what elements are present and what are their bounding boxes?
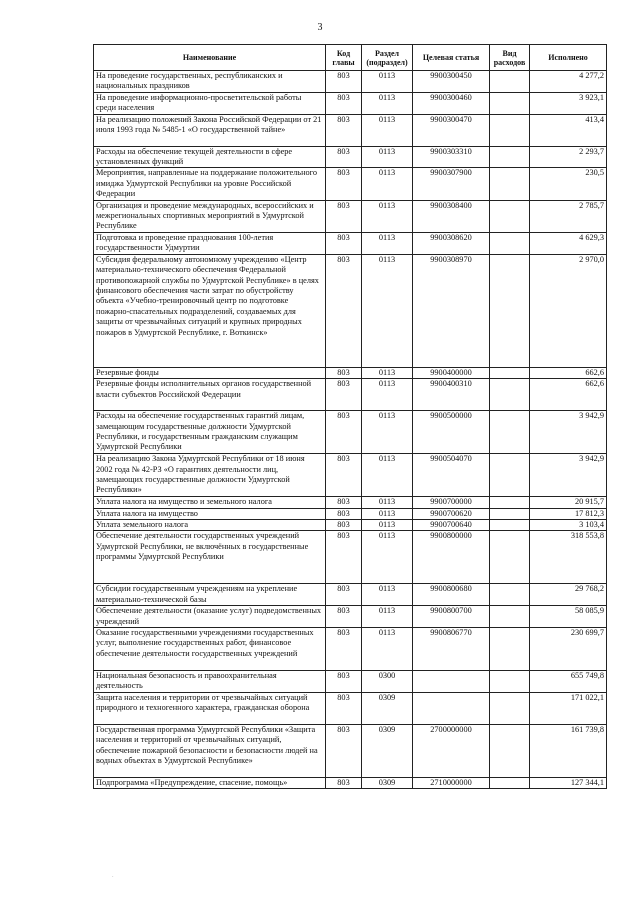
cell-section: 0113 (362, 519, 413, 530)
table-row (94, 519, 607, 530)
header-target: Целевая статья (413, 45, 490, 71)
cell-code: 803 (326, 497, 362, 508)
cell-kind (490, 692, 530, 724)
cell-section: 0113 (362, 92, 413, 114)
table-row (94, 254, 607, 367)
cell-amount: 127 344,1 (530, 777, 607, 788)
cell-section: 0113 (362, 254, 413, 367)
cell-code: 803 (326, 71, 362, 93)
cell-section: 0113 (362, 114, 413, 146)
table-row (94, 497, 607, 508)
cell-target: 2710000000 (413, 777, 490, 788)
cell-kind (490, 724, 530, 777)
cell-section: 0113 (362, 627, 413, 670)
table-row (94, 367, 607, 378)
cell-amount: 4 629,3 (530, 232, 607, 254)
cell-amount: 3 923,1 (530, 92, 607, 114)
cell-code: 803 (326, 531, 362, 584)
cell-amount: 662,6 (530, 367, 607, 378)
scan-mark: · (112, 875, 114, 880)
cell-section: 0309 (362, 777, 413, 788)
cell-target (413, 670, 490, 692)
cell-section: 0113 (362, 454, 413, 497)
cell-target: 9900504070 (413, 454, 490, 497)
cell-kind (490, 254, 530, 367)
table-row (94, 724, 607, 777)
cell-name: Подпрограмма «Предупреждение, спасение, помощь» (94, 777, 326, 788)
cell-target: 9900800680 (413, 584, 490, 606)
cell-code: 803 (326, 114, 362, 146)
cell-amount: 20 915,7 (530, 497, 607, 508)
cell-kind (490, 606, 530, 628)
header-kind: Вид расходов (490, 45, 530, 71)
cell-section: 0113 (362, 232, 413, 254)
cell-name: Мероприятия, направленные на поддержание положительного имиджа Удмуртской Республики на уровне Российской Федерации (94, 168, 326, 200)
cell-code: 803 (326, 606, 362, 628)
cell-code: 803 (326, 168, 362, 200)
cell-section: 0113 (362, 200, 413, 232)
cell-name: Уплата налога на имущество и земельного налога (94, 497, 326, 508)
cell-target: 9900800000 (413, 531, 490, 584)
cell-target: 9900300470 (413, 114, 490, 146)
cell-name: Обеспечение деятельности (оказание услуг) подведомственных учреждений (94, 606, 326, 628)
cell-target: 9900500000 (413, 411, 490, 454)
table-row (94, 232, 607, 254)
table-row (94, 200, 607, 232)
cell-name: Государственная программа Удмуртской Республики «Защита населения и территорий от чрезвычайных ситуаций, обеспечение пожарной безопасности и безопасности людей на водных объектах в Удмуртской Республике» (94, 724, 326, 777)
cell-code: 803 (326, 232, 362, 254)
table-row (94, 146, 607, 168)
cell-section: 0113 (362, 411, 413, 454)
cell-kind (490, 92, 530, 114)
cell-name: На реализацию Закона Удмуртской Республики от 18 июня 2002 года № 42-РЗ «О гарантиях деятельности лиц, замещающих государственные должности Удмуртской Республики» (94, 454, 326, 497)
header-amount: Исполнено (530, 45, 607, 71)
cell-amount: 655 749,8 (530, 670, 607, 692)
cell-section: 0113 (362, 146, 413, 168)
cell-amount: 29 768,2 (530, 584, 607, 606)
cell-section: 0113 (362, 584, 413, 606)
cell-code: 803 (326, 200, 362, 232)
cell-name: Защита населения и территории от чрезвычайных ситуаций природного и техногенного характера, гражданская оборона (94, 692, 326, 724)
cell-code: 803 (326, 670, 362, 692)
cell-section: 0309 (362, 724, 413, 777)
cell-code: 803 (326, 724, 362, 777)
table-row (94, 606, 607, 628)
cell-target (413, 692, 490, 724)
cell-amount: 3 942,9 (530, 411, 607, 454)
cell-target: 9900700620 (413, 508, 490, 519)
cell-amount: 662,6 (530, 379, 607, 411)
table-row (94, 531, 607, 584)
table-row (94, 411, 607, 454)
cell-code: 803 (326, 584, 362, 606)
cell-section: 0300 (362, 670, 413, 692)
cell-target: 9900400310 (413, 379, 490, 411)
table-row (94, 92, 607, 114)
cell-amount: 3 942,9 (530, 454, 607, 497)
table-row (94, 584, 607, 606)
cell-name: Обеспечение деятельности государственных учреждений Удмуртской Республики, не включённых в государственные программы Удмуртской Республики (94, 531, 326, 584)
table-body (94, 71, 607, 789)
cell-section: 0113 (362, 531, 413, 584)
cell-code: 803 (326, 692, 362, 724)
cell-name: Резервные фонды (94, 367, 326, 378)
cell-name: Организация и проведение международных, всероссийских и межрегиональных спортивных мероприятий в Удмуртской Республике (94, 200, 326, 232)
cell-name: Расходы на обеспечение текущей деятельности в сфере установленных функций (94, 146, 326, 168)
table-row (94, 692, 607, 724)
cell-target: 9900300460 (413, 92, 490, 114)
cell-kind (490, 146, 530, 168)
cell-name: Оказание государственными учреждениями государственных услуг, выполнение государственных работ, финансовое обеспечение деятельности государственных учреждений (94, 627, 326, 670)
cell-section: 0113 (362, 606, 413, 628)
cell-target: 9900303310 (413, 146, 490, 168)
cell-amount: 2 785,7 (530, 200, 607, 232)
cell-kind (490, 531, 530, 584)
cell-name: Субсидия федеральному автономному учреждению «Центр материально-технического обеспечения Федеральной противопожарной службы по Удмуртской Республике» в целях финансового обеспечения части затрат по обустройству объекта «Учебно-тренировочный центр по подготовке пожарно-спасательных подразделений, создаваемых для защиты от чрезвычайных ситуаций и крупных природных пожаров в Удмуртской Республике, г. Воткинск» (94, 254, 326, 367)
cell-code: 803 (326, 519, 362, 530)
cell-target: 9900308970 (413, 254, 490, 367)
cell-amount: 2 293,7 (530, 146, 607, 168)
table-row (94, 71, 607, 93)
cell-kind (490, 519, 530, 530)
cell-kind (490, 508, 530, 519)
header-code: Код главы (326, 45, 362, 71)
table-row (94, 114, 607, 146)
page-number: 3 (317, 22, 323, 33)
cell-code: 803 (326, 454, 362, 497)
cell-target: 9900700640 (413, 519, 490, 530)
cell-kind (490, 71, 530, 93)
table-row (94, 627, 607, 670)
cell-kind (490, 168, 530, 200)
cell-kind (490, 777, 530, 788)
table-row (94, 454, 607, 497)
cell-code: 803 (326, 777, 362, 788)
cell-target: 9900308620 (413, 232, 490, 254)
cell-code: 803 (326, 508, 362, 519)
cell-amount: 2 970,0 (530, 254, 607, 367)
cell-kind (490, 232, 530, 254)
cell-section: 0113 (362, 497, 413, 508)
cell-code: 803 (326, 254, 362, 367)
cell-amount: 171 022,1 (530, 692, 607, 724)
cell-name: Уплата земельного налога (94, 519, 326, 530)
cell-name: Уплата налога на имущество (94, 508, 326, 519)
cell-name: Резервные фонды исполнительных органов государственной власти субъектов Российской Федерации (94, 379, 326, 411)
table-header-row (94, 45, 607, 71)
cell-target: 9900307900 (413, 168, 490, 200)
header-section: Раздел (подраздел) (362, 45, 413, 71)
cell-target: 9900700000 (413, 497, 490, 508)
cell-target: 9900300450 (413, 71, 490, 93)
cell-code: 803 (326, 379, 362, 411)
cell-amount: 3 103,4 (530, 519, 607, 530)
cell-kind (490, 670, 530, 692)
cell-amount: 17 812,3 (530, 508, 607, 519)
cell-kind (490, 497, 530, 508)
cell-amount: 230 699,7 (530, 627, 607, 670)
cell-amount: 318 553,8 (530, 531, 607, 584)
cell-code: 803 (326, 627, 362, 670)
table-row (94, 670, 607, 692)
table-row (94, 777, 607, 788)
cell-name: На проведение информационно-просветительской работы среди населения (94, 92, 326, 114)
cell-kind (490, 627, 530, 670)
cell-amount: 230,5 (530, 168, 607, 200)
header-name: Наименование (94, 45, 326, 71)
cell-amount: 58 085,9 (530, 606, 607, 628)
cell-section: 0113 (362, 379, 413, 411)
table-row (94, 379, 607, 411)
cell-target: 9900806770 (413, 627, 490, 670)
cell-kind (490, 411, 530, 454)
cell-section: 0113 (362, 508, 413, 519)
cell-target: 9900308400 (413, 200, 490, 232)
cell-name: На проведение государственных, республиканских и национальных праздников (94, 71, 326, 93)
cell-amount: 4 277,2 (530, 71, 607, 93)
cell-kind (490, 379, 530, 411)
cell-section: 0309 (362, 692, 413, 724)
cell-code: 803 (326, 411, 362, 454)
cell-amount: 161 739,8 (530, 724, 607, 777)
cell-kind (490, 114, 530, 146)
cell-name: Субсидии государственным учреждениям на укрепление материально-технической базы (94, 584, 326, 606)
cell-kind (490, 367, 530, 378)
cell-amount: 413,4 (530, 114, 607, 146)
budget-execution-table (93, 44, 607, 789)
cell-name: Расходы на обеспечение государственных гарантий лицам, замещающим государственные должности Удмуртской Республики, и государственным гражданским служащим Удмуртской Республики (94, 411, 326, 454)
cell-section: 0113 (362, 168, 413, 200)
cell-target: 9900800700 (413, 606, 490, 628)
cell-name: На реализацию положений Закона Российской Федерации от 21 июля 1993 года № 5485-1 «О государственной тайне» (94, 114, 326, 146)
cell-kind (490, 200, 530, 232)
cell-section: 0113 (362, 71, 413, 93)
cell-kind (490, 584, 530, 606)
cell-kind (490, 454, 530, 497)
table-row (94, 508, 607, 519)
cell-code: 803 (326, 146, 362, 168)
table-row (94, 168, 607, 200)
cell-target: 2700000000 (413, 724, 490, 777)
cell-name: Подготовка и проведение празднования 100-летия государственности Удмуртии (94, 232, 326, 254)
cell-section: 0113 (362, 367, 413, 378)
cell-code: 803 (326, 92, 362, 114)
cell-name: Национальная безопасность и правоохранительная деятельность (94, 670, 326, 692)
cell-code: 803 (326, 367, 362, 378)
cell-target: 9900400000 (413, 367, 490, 378)
